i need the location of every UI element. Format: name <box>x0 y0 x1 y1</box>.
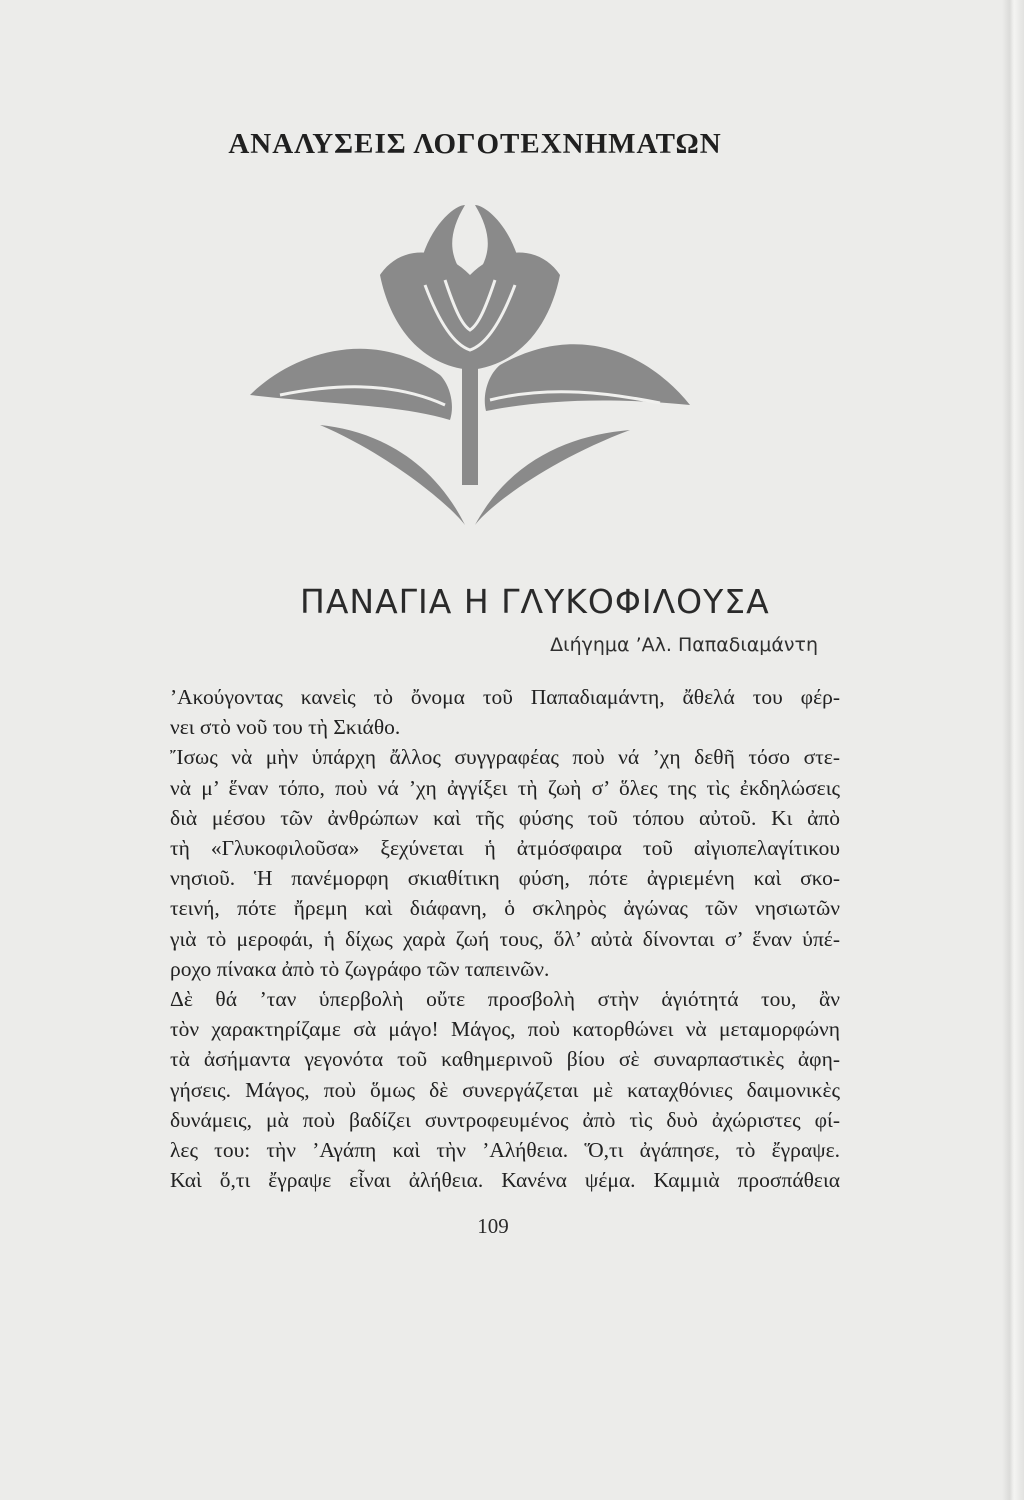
text-line: δυνάμεις, μὰ ποὺ βαδίζει συντροφευμένος ἀπὸ τὶς δυὸ ἀχώριστες φί- <box>170 1107 840 1132</box>
text-line: Ἴσως νὰ μὴν ὑπάρχη ἄλλος συγγραφέας ποὺ νά ’χη δεθῆ τόσο στε- <box>170 745 840 770</box>
byline: Διήγημα ’Αλ. Παπαδιαμάντη <box>550 634 818 656</box>
lower-left-leaf-shape <box>320 425 465 525</box>
text-line: ροχο πίνακα ἀπὸ τὸ ζωγράφο τῶν ταπεινῶν. <box>170 956 550 981</box>
text-line: Δὲ θά ’ταν ὑπερβολὴ οὔτε προσβολὴ στὴν ἁγιότητά του, ἂν <box>170 987 840 1012</box>
text-line: νὰ μ’ ἕναν τόπο, ποὺ νά ’χη ἀγγίξει τὴ ζωὴ σ’ ὅλες της τὶς ἐκδηλώσεις <box>170 775 840 800</box>
text-line: διὰ μέσου τῶν ἀνθρώπων καὶ τῆς φύσης τοῦ τόπου αὐτοῦ. Κι ἀπὸ <box>170 805 840 830</box>
article-body <box>134 682 840 1195</box>
page-number: 109 <box>477 1214 509 1238</box>
text-line: νησιοῦ. Ἡ πανέμορφη σκιαθίτικη φύση, πότε ἀγριεμένη καὶ σκο- <box>170 866 840 891</box>
text-line: τεινή, πότε ἤρεμη καὶ διάφανη, ὁ σκληρὸς ἀγώνας τῶν νησιωτῶν <box>170 896 840 921</box>
section-title: ΑΝΑΛΥΣΕΙΣ ΛΟΓΟΤΕΧΝΗΜΑΤΩΝ <box>228 128 722 160</box>
text-line: τὸν χαρακτηρίζαμε σὰ μάγο! Μάγος, ποὺ κατορθώνει νὰ μεταμορφώνη <box>170 1017 840 1042</box>
paragraph-3 <box>134 984 840 1195</box>
text-line: γιὰ τὸ μεροφάι, ἡ δίχως χαρὰ ζωή τους, ὅλ’ αὐτὰ δίνονται σ’ ἕναν ὑπέ- <box>170 926 840 951</box>
text-line: τὴ «Γλυκοφιλοῦσα» ξεχύνεται ἡ ἀτμόσφαιρα τοῦ αἰγιοπελαγίτικου <box>170 836 840 861</box>
text-line: ’Ακούγοντας κανεὶς τὸ ὄνομα τοῦ Παπαδιαμάντη, ἄθελά του φέρ- <box>170 685 840 709</box>
text-line: λες του: τὴν ’Αγάπη καὶ τὴν ’Αλήθεια. Ὅ,τι ἀγάπησε, τὸ ἔγραψε. <box>170 1138 840 1163</box>
lower-right-leaf-shape <box>475 430 630 525</box>
right-leaf-shape <box>485 344 690 411</box>
floral-tulip-ornament-icon <box>250 205 690 535</box>
text-line: Καὶ ὅ,τι ἔγραψε εἶναι ἀλήθεια. Κανένα ψέμα. Καμμιὰ προσπάθεια <box>170 1168 840 1193</box>
paragraph-1 <box>134 682 840 742</box>
text-line: τὰ ἀσήμαντα γεγονότα τοῦ καθημερινοῦ βίου σὲ συναρπαστικὲς ἀφη- <box>170 1047 840 1072</box>
stem-shape <box>462 355 478 485</box>
text-line: γήσεις. Μάγος, ποὺ ὅμως δὲ συνεργάζεται μὲ καταχθόνιες δαιμονικὲς <box>170 1077 840 1102</box>
tulip-top-petals-shape <box>420 205 520 270</box>
left-leaf-shape <box>250 349 452 420</box>
paragraph-2 <box>134 742 840 984</box>
story-title: ΠΑΝΑΓΙΑ Η ΓΛΥΚΟΦΙΛΟΥΣΑ <box>300 582 770 621</box>
page-edge-shadow <box>1002 0 1024 1500</box>
text-line: νει στὸ νοῦ του τὴ Σκιάθο. <box>170 715 401 740</box>
